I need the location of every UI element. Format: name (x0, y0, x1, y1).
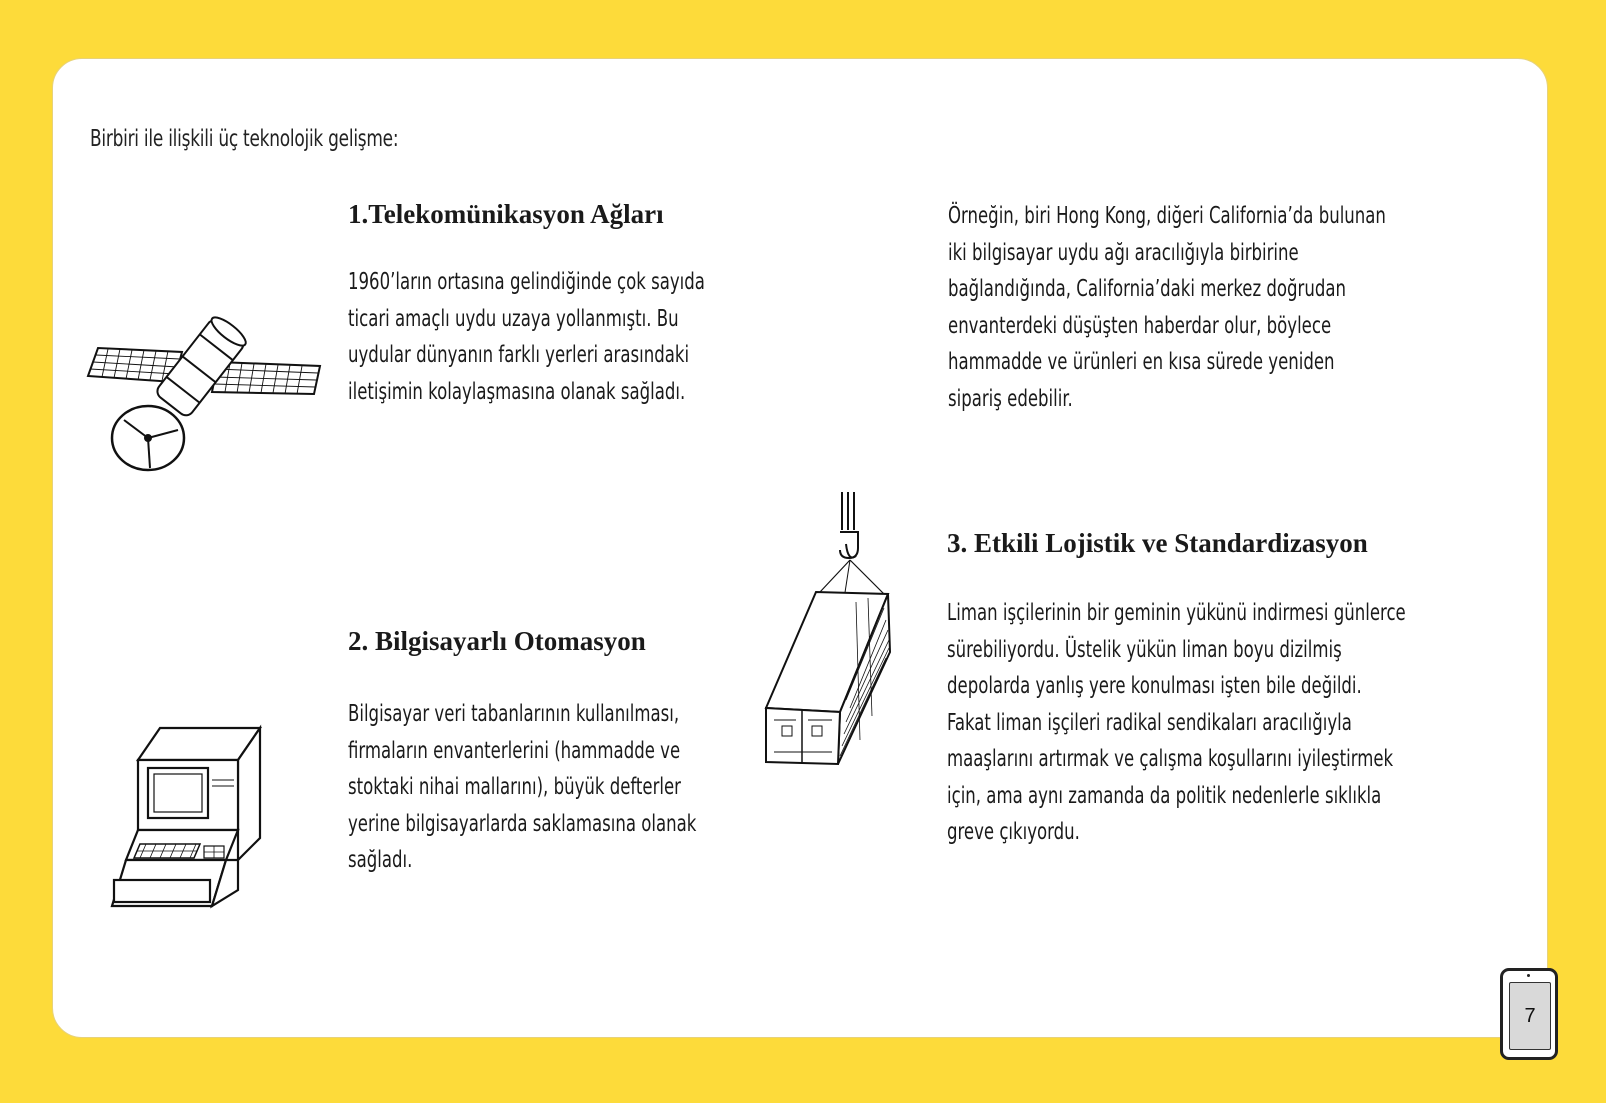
computer-icon (108, 720, 268, 910)
page-number: 7 (1509, 982, 1551, 1050)
section-1-title: 1.Telekomünikasyon Ağları (348, 199, 664, 229)
section-2-body: Bilgisayar veri tabanlarının kullanılması, firmaların envanterlerini (hammadde ve stoktaki nihai mallarını), büyük defterler yerine bilgisayarlarda saklamasına olanak sağladı. (348, 701, 697, 873)
example-paragraph: Örneğin, biri Hong Kong, diğeri California’da bulunan iki bilgisayar uydu ağı aracılığıyla birbirine bağlandığında, California’daki merkez doğrudan envanterdeki düşüşten haberdar olur, böylece hammadde ve ürünleri en kısa sürede yeniden sipariş edebilir. (948, 203, 1386, 412)
section-2-title: 2. Bilgisayarlı Otomasyon (348, 626, 646, 656)
phone-speaker-dot (1527, 974, 1530, 977)
intro-text: Birbiri ile ilişkili üç teknolojik gelişme: (90, 126, 399, 152)
satellite-icon (84, 312, 324, 477)
section-3-title: 3. Etkili Lojistik ve Standardizasyon (947, 528, 1368, 558)
page-number-badge (1500, 968, 1558, 1060)
section-1-body: 1960’ların ortasına gelindiğinde çok sayıda ticari amaçlı uydu uzaya yollanmıştı. Bu uydular dünyanın farklı yerleri arasındaki iletişimin kolaylaşmasına olanak sağladı. (348, 269, 705, 405)
shipping-container-icon (760, 490, 910, 780)
section-3-body: Liman işçilerinin bir geminin yükünü indirmesi günlerce sürebiliyordu. Üstelik yükün liman boyu dizilmiş depolarda yanlış yere konulması işten bile değildi. Fakat liman işçileri radikal sendikaları aracılığıyla maaşlarını artırmak ve çalışma koşullarını iyileştirmek için, ama aynı zamanda da politik nedenlerle sıklıkla greve çıkıyordu. (947, 600, 1406, 845)
